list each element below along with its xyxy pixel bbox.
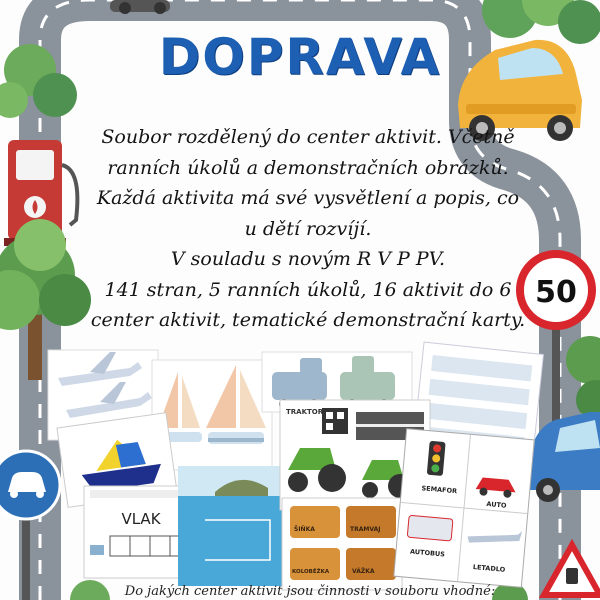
page-title: DOPRAVA: [158, 28, 442, 86]
description-line: Soubor rozdělený do center aktivit. Včetně: [101, 126, 515, 148]
suitcase-label: VÁŽKA: [352, 568, 375, 575]
card-label-traktor: TRAKTOR: [286, 408, 324, 416]
footer-text: Do jakých center aktivit jsou činnosti v souboru vhodné:: [124, 584, 496, 599]
description-line: V souladu s novým R V P PV.: [170, 248, 446, 270]
description-line: ranních úkolů a demonstračních obrázků.: [107, 156, 509, 179]
description-line: 141 stran, 5 ranních úkolů, 16 aktivit do 6: [104, 278, 512, 301]
card-label-vlak: VLAK: [121, 510, 161, 528]
card-label-letadlo: LETADLO: [472, 563, 506, 574]
card-label-autobus: AUTOBUS: [409, 547, 446, 559]
description-line: center aktivit, tematické demonstrační karty.: [90, 309, 526, 331]
suitcase-label: TRAMVAJ: [350, 526, 381, 533]
card-label-auto: AUTO: [486, 499, 507, 510]
speed-limit-value: 50: [535, 275, 577, 310]
description-line: u dětí rozvíjí.: [244, 217, 372, 240]
suitcase-label: ŠIŇKA: [294, 526, 315, 533]
suitcase-label: KOLOBĚŽKA: [292, 569, 330, 575]
description-line: Každá aktivita má své vysvětlení a popis, co: [96, 187, 520, 209]
card-label-semafor: SEMAFOR: [421, 484, 458, 496]
